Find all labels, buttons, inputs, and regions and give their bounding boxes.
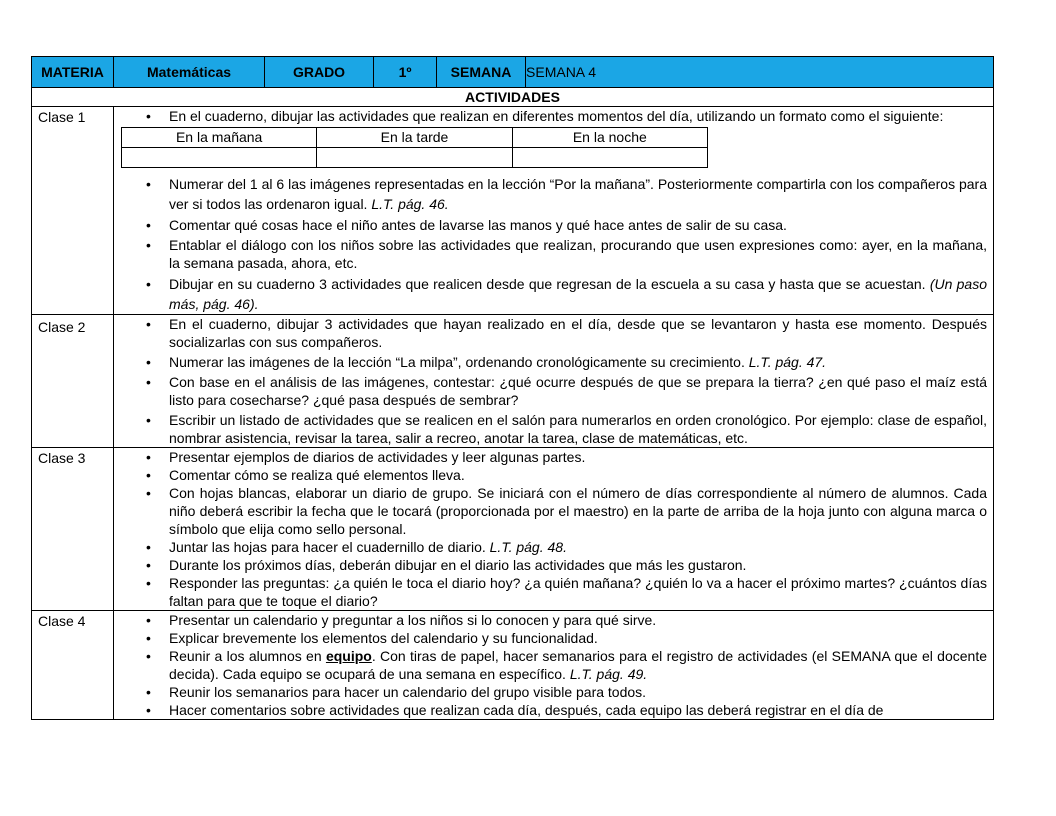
semana-label: SEMANA: [437, 57, 526, 88]
materia-value: Matemáticas: [114, 57, 265, 88]
actividades-title: ACTIVIDADES: [32, 88, 994, 107]
activity-item: • Reunir a los alumnos en equipo. Con tiras de papel, hacer semanarios para el registro de actividades (el SEMANA que el docente decida). Cada equipo se ocupará de una semana en específico. L.T. pág. 49.: [114, 647, 987, 683]
activity-item: • Presentar ejemplos de diarios de actividades y leer algunas partes.: [114, 448, 987, 466]
clase-label: Clase 1: [32, 107, 114, 315]
activity-item: • Presentar un calendario y preguntar a los niños si lo conocen y para qué sirve.: [114, 611, 987, 629]
clase-row: [32, 315, 994, 448]
clase-content: [114, 107, 994, 315]
activity-item: • Reunir los semanarios para hacer un calendario del grupo visible para todos.: [114, 683, 987, 701]
clase-label: Clase 3: [32, 448, 114, 611]
activity-item: • Numerar del 1 al 6 las imágenes representadas en la lección “Por la mañana”. Posteriormente compartirla con los compañeros para ver si todos las ordenaron igual. L.T. pág. 46.: [114, 174, 987, 214]
activity-item: • Responder las preguntas: ¿a quién le toca el diario hoy? ¿a quién mañana? ¿quién lo va a hacer el próximo martes? ¿cuántos días faltan para que te toque el diario?: [114, 574, 987, 610]
format-header-morning: En la mañana: [122, 128, 317, 148]
activity-item: • Juntar las hojas para hacer el cuadernillo de diario. L.T. pág. 48.: [114, 538, 987, 556]
activity-item: • Escribir un listado de actividades que se realicen en el salón para numerarlos en orden cronológico. Por ejemplo: clase de español, nombrar asistencia, revisar la tarea, salir a recreo, anotar la tarea, clase de matemáticas, etc.: [114, 411, 987, 447]
activity-item: • Hacer comentarios sobre actividades que realizan cada día, después, cada equipo las deberá registrar en el día de: [114, 701, 987, 719]
activity-list: [114, 611, 993, 719]
activity-item: • Comentar cómo se realiza qué elementos lleva.: [114, 466, 987, 484]
format-cell: [317, 148, 512, 168]
activity-list: [114, 315, 993, 447]
clase-row: [32, 611, 994, 720]
activity-item: • Durante los próximos días, deberán dibujar en el diario las actividades que más les gustaron.: [114, 556, 987, 574]
activity-list: [114, 448, 993, 610]
format-cell: [122, 148, 317, 168]
grado-value: 1º: [374, 57, 437, 88]
activity-item: • Con base en el análisis de las imágenes, contestar: ¿qué ocurre después de que se prepara la tierra? ¿en qué paso el maíz está listo para cosecharse? ¿qué pasa después de sembrar?: [114, 373, 987, 409]
format-header-afternoon: En la tarde: [317, 128, 512, 148]
header-row: [32, 57, 994, 88]
activity-item: • Explicar brevemente los elementos del calendario y su funcionalidad.: [114, 629, 987, 647]
activity-item: • En el cuaderno, dibujar 3 actividades que hayan realizado en el día, desde que se levantaron y hasta ese momento. Después socializarlas con sus compañeros.: [114, 315, 987, 351]
format-header-night: En la noche: [512, 128, 707, 148]
clase-content: [114, 611, 994, 720]
activity-item: • En el cuaderno, dibujar las actividades que realizan en diferentes momentos del día, utilizando un formato como el siguiente:: [114, 107, 987, 125]
semana-value: SEMANA 4: [526, 57, 994, 88]
materia-label: MATERIA: [32, 57, 114, 88]
grado-label: GRADO: [265, 57, 374, 88]
clase-content: [114, 315, 994, 448]
clase-row: [32, 107, 994, 315]
clase-label: Clase 2: [32, 315, 114, 448]
clase-content: [114, 448, 994, 611]
activity-list: [114, 174, 993, 314]
actividades-row: [32, 88, 994, 107]
activity-item: • Dibujar en su cuaderno 3 actividades que realicen desde que regresan de la escuela a su casa y hasta que se acuestan. (Un paso más, pág. 46).: [114, 274, 987, 314]
activity-item: • Con hojas blancas, elaborar un diario de grupo. Se iniciará con el número de días correspondiente al número de alumnos. Cada niño deberá escribir la fecha que le tocará (proporcionada por el maestro) en la parte de arriba de la hoja junto con alguna marca o símbolo que elija como sello personal.: [114, 484, 987, 538]
activity-item: • Entablar el diálogo con los niños sobre las actividades que realizan, procurando que usen expresiones como: ayer, en la mañana, la semana pasada, ahora, etc.: [114, 236, 987, 272]
clase-row: [32, 448, 994, 611]
activity-item: • Numerar las imágenes de la lección “La milpa”, ordenando cronológicamente su crecimiento. L.T. pág. 47.: [114, 353, 987, 371]
activity-list: [114, 107, 993, 125]
format-table: [121, 127, 708, 168]
clase-label: Clase 4: [32, 611, 114, 720]
planning-table: [31, 56, 994, 720]
activity-item: • Comentar qué cosas hace el niño antes de lavarse las manos y qué hace antes de salir de su casa.: [114, 216, 987, 234]
equipo-emphasis: equipo: [325, 648, 372, 664]
format-cell: [512, 148, 707, 168]
